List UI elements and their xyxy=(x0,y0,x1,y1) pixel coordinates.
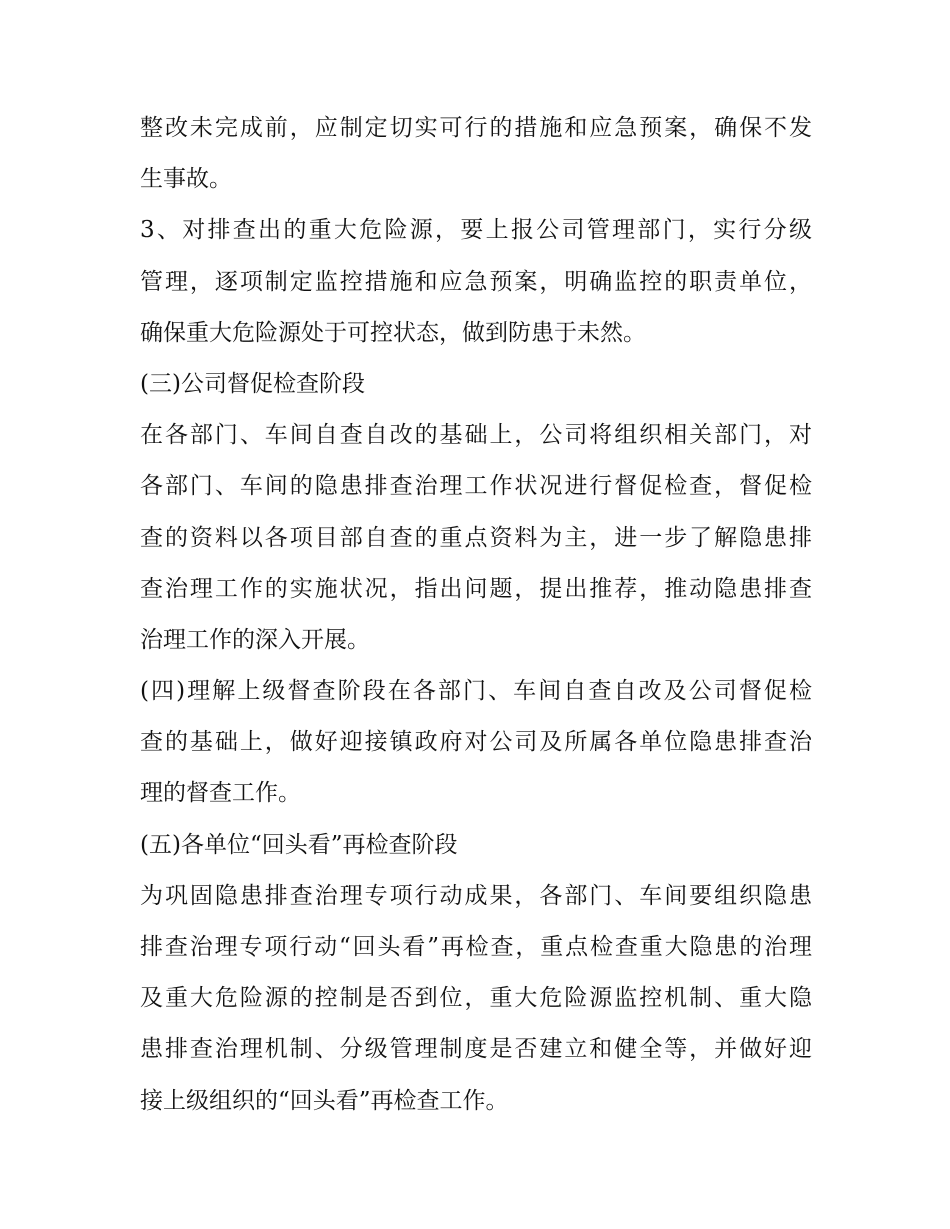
text-line: 理的督查工作。 xyxy=(140,780,301,807)
text-line: 治理工作的深入开展。 xyxy=(140,626,370,653)
text-line: 整改未完成前，应制定切实可行的措施和应急预案，确保不发 xyxy=(140,115,812,141)
text-line: 确保重大危险源处于可控状态，做到防患于未然。 xyxy=(140,319,646,346)
text-line: 及重大危险源的控制是否到位，重大危险源监控机制、重大隐 xyxy=(140,985,812,1012)
text-line: 接上级组织的“回头看”再检查工作。 xyxy=(140,1087,509,1114)
text-line: 管理，逐项制定监控措施和应急预案，明确监控的职责单位， xyxy=(140,268,812,295)
text-line: (四)理解上级督查阶段在各部门、车间自查自改及公司督促检 xyxy=(140,678,812,705)
section-heading: (三)公司督促检查阶段 xyxy=(140,370,365,397)
text-line: 查治理工作的实施状况，指出问题，提出推荐，推动隐患排查 xyxy=(140,575,812,602)
text-line: 患排查治理机制、分级管理制度是否建立和健全等，并做好迎 xyxy=(140,1036,812,1063)
text-line: 各部门、车间的隐患排查治理工作状况进行督促检查，督促检 xyxy=(140,473,812,500)
text-line: 在各部门、车间自查自改的基础上，公司将组织相关部门，对 xyxy=(140,422,812,449)
text-line: 3、对排查出的重大危险源，要上报公司管理部门，实行分级 xyxy=(140,217,812,244)
section-heading: (五)各单位“回头看”再检查阶段 xyxy=(140,831,458,858)
text-line: 为巩固隐患排查治理专项行动成果，各部门、车间要组织隐患 xyxy=(140,882,812,909)
text-line: 查的资料以各项目部自查的重点资料为主，进一步了解隐患排 xyxy=(140,524,812,551)
text-line: 排查治理专项行动“回头看”再检查，重点检查重大隐患的治理 xyxy=(140,934,812,960)
text-line: 生事故。 xyxy=(140,166,232,193)
text-line: 查的基础上，做好迎接镇政府对公司及所属各单位隐患排查治 xyxy=(140,729,812,756)
document-body xyxy=(140,103,812,1127)
